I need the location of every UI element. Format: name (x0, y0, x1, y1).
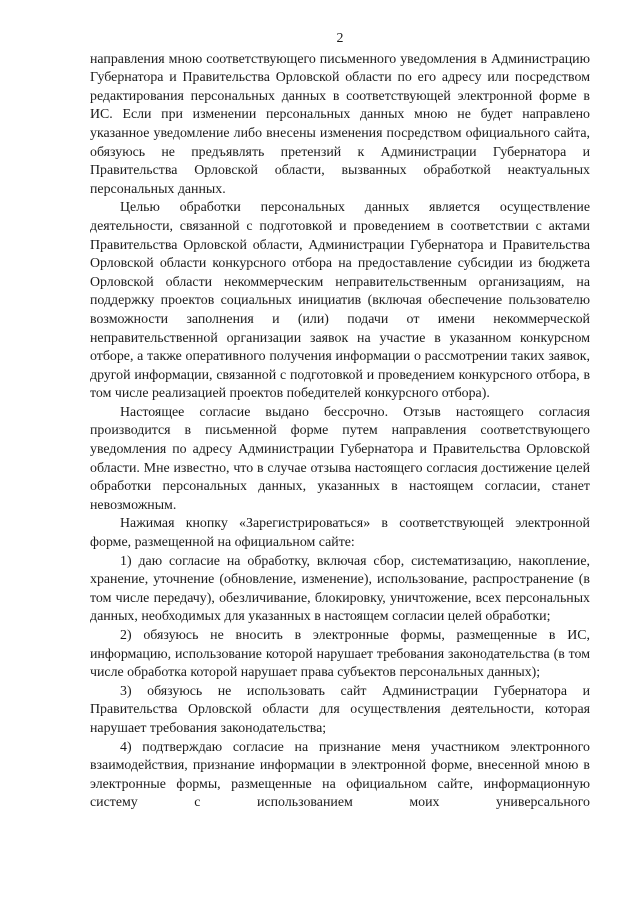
list-item-3: 3) обязуюсь не использовать сайт Администрации Губернатора и Правительства Орловской области для осуществления деятельности, которая нарушает требования законодательства; (90, 683, 590, 736)
paragraph-register-button-intro: Нажимая кнопку «Зарегистрироваться» в соответствующей электронной форме, размещенной на официальном сайте: (90, 516, 590, 551)
paragraph-consent-term: Настоящее согласие выдано бессрочно. Отзыв настоящего согласия производится в письменной форме путем направления соответствующего уведомления по адресу Администрации Губернатора и Правительства Орловской области. Мне известно, что в случае отзыва настоящего согласия достижение целей обработки персональных данных, указанных в настоящем согласии, станет невозможным. (90, 404, 590, 513)
list-item-4: 4) подтверждаю согласие на признание меня участником электронного взаимодействия, признание информации в электронной форме, внесенной мною в электронные формы, размещенные на официальном сайте, информационную систему с использованием моих универсального (90, 739, 590, 811)
list-item-2: 2) обязуюсь не вносить в электронные формы, размещенные в ИС, информацию, использование которой нарушает требования законодательства (в том числе обработка которой нарушает права субъектов персональных данных); (90, 628, 590, 681)
list-item-1: 1) даю согласие на обработку, включая сбор, систематизацию, накопление, хранение, уточнение (обновление, изменение), использование, распространение (в том числе передачу), обезличивание, блокировку, уничтожение, всех персональных данных, необходимых для указанных в настоящем согласии целей обработки; (90, 553, 590, 625)
paragraph-processing-purpose: Целью обработки персональных данных является осуществление деятельности, связанной с подготовкой и проведением в соответствии с актами Правительства Орловской области, Администрации Губернатора и Правительства Орловской области конкурсного отбора на предоставление субсидии из бюджета Орловской области некоммерческим неправительственным организациям, на поддержку проектов социальных инициатив (включая обеспечение пользователю возможности заполнения и (или) подачи от имени некоммерческой неправительственной организации заявок на участие в указанном конкурсном отборе, а также оперативного получения информации о рассмотрении таких заявок, другой информации, связанной с подготовкой и проведением конкурсного отбора, в том числе реализацией проектов победителей конкурсного отбора). (90, 200, 590, 402)
paragraph-notification-continuation: направления мною соответствующего письменного уведомления в Администрацию Губернатора и Правительства Орловской области по его адресу или посредством редактирования персональных данных в соответствующей электронной форме в ИС. Если при изменении персональных данных мною не будет направлено указанное уведомление либо внесены изменения посредством официального сайта, обязуюсь не предъявлять претензий к Администрации Губернатора и Правительства Орловской области, вызванных обработкой неактуальных персональных данных. (90, 51, 590, 197)
page-number: 2 (336, 31, 344, 46)
document-page (90, 30, 590, 813)
